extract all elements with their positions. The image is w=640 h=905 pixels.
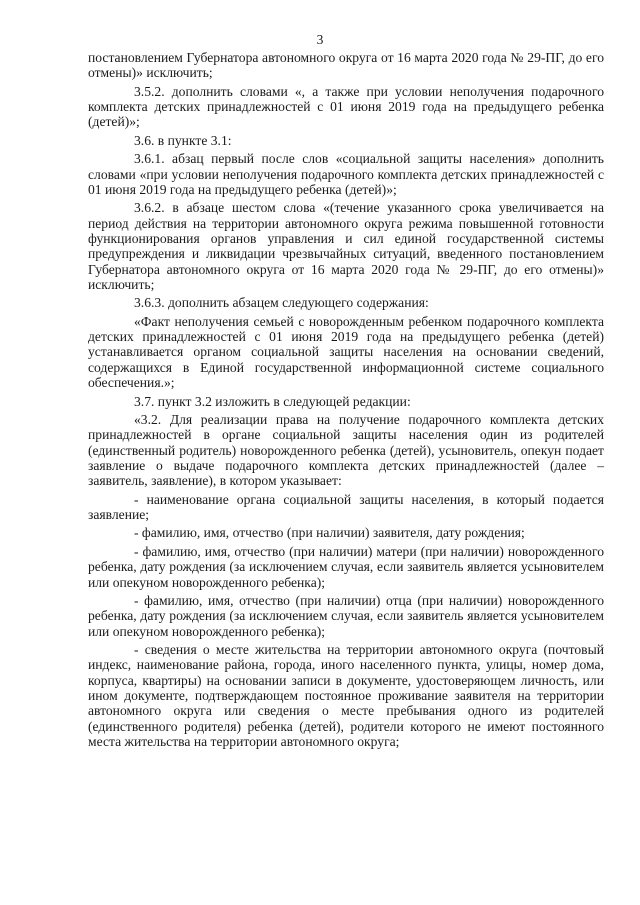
paragraph-3-7: 3.7. пункт 3.2 изложить в следующей редакции: [134,393,411,409]
list-item-authority: - наименование органа социальной защиты населения, в который подается заявление; [88,491,604,522]
paragraph-quoted-3-2: «3.2. Для реализации права на получение подарочного комплекта детских принадлежностей в органе социальной защиты населения один из родителей (единственный родитель) новорожденного ребенка (детей), усыновитель, опекун подает заявление о выдаче подарочного комплекта детских принадлежностей (далее – заявитель, заявление), в котором указывает: [88,412,604,489]
page-number: 3 [316,32,324,47]
paragraph-3-5-2: 3.5.2. дополнить словами «, а также при условии неполучения подарочного комплекта детских принадлежностей с 01 июня 2019 года на предыдущего ребенка (детей)»; [88,83,604,130]
list-item-residence: - сведения о месте жительства на территории автономного округа (почтовый индекс, наименование района, города, иного населенного пункта, улицы, номер дома, корпуса, квартиры) на основании записи в документе, удостоверяющем личность, или ином документе, подтверждающем постоянное проживание заявителя на территории автономного округа или сведения о месте пребывания одного из родителей (единственного родителя) ребенка (детей), родители которого не имеют постоянного места жительства на территории автономного округа; [88,642,604,749]
paragraph-continuation: постановлением Губернатора автономного округа от 16 марта 2020 года № 29-ПГ, до его отмены)» исключить; [88,50,604,81]
paragraph-3-6: 3.6. в пункте 3.1: [134,132,232,148]
paragraph-3-6-2: 3.6.2. в абзаце шестом слова «(течение указанного срока увеличивается на период действия на территории автономного округа режима повышенной готовности функционирования органов управления и сил единой государственной системы предупреждения и ликвидации чрезвычайных ситуаций, введенного постановлением Губернатора автономного округа от 16 марта 2020 года № 29-ПГ, до его отмены)» исключить; [88,200,604,292]
paragraph-3-6-1: 3.6.1. абзац первый после слов «социальной защиты населения» дополнить словами «при условии неполучения подарочного комплекта детских принадлежностей с 01 июня 2019 года на предыдущего ребенка (детей)»; [88,151,604,197]
document-body [88,50,604,752]
list-item-applicant-name: - фамилию, имя, отчество (при наличии) заявителя, дату рождения; [134,525,525,541]
list-item-mother-name: - фамилию, имя, отчество (при наличии) матери (при наличии) новорожденного ребенка, дату рождения (за исключением случая, если заявитель является усыновителем или опекуном новорожденного ребенка); [88,543,604,590]
paragraph-3-6-3: 3.6.3. дополнить абзацем следующего содержания: [134,295,429,311]
paragraph-quoted-fact: «Факт неполучения семьей с новорожденным ребенком подарочного комплекта детских принадлежностей с 01 июня 2019 года на предыдущего ребенка (детей) устанавливается органом социальной защиты населения на основании сведений, содержащихся в Единой государственной информационной системе социального обеспечения.»; [88,313,604,391]
list-item-father-name: - фамилию, имя, отчество (при наличии) отца (при наличии) новорожденного ребенка, дату рождения (за исключением случая, если заявитель является усыновителем или опекуном новорожденного ребенка); [88,593,604,639]
